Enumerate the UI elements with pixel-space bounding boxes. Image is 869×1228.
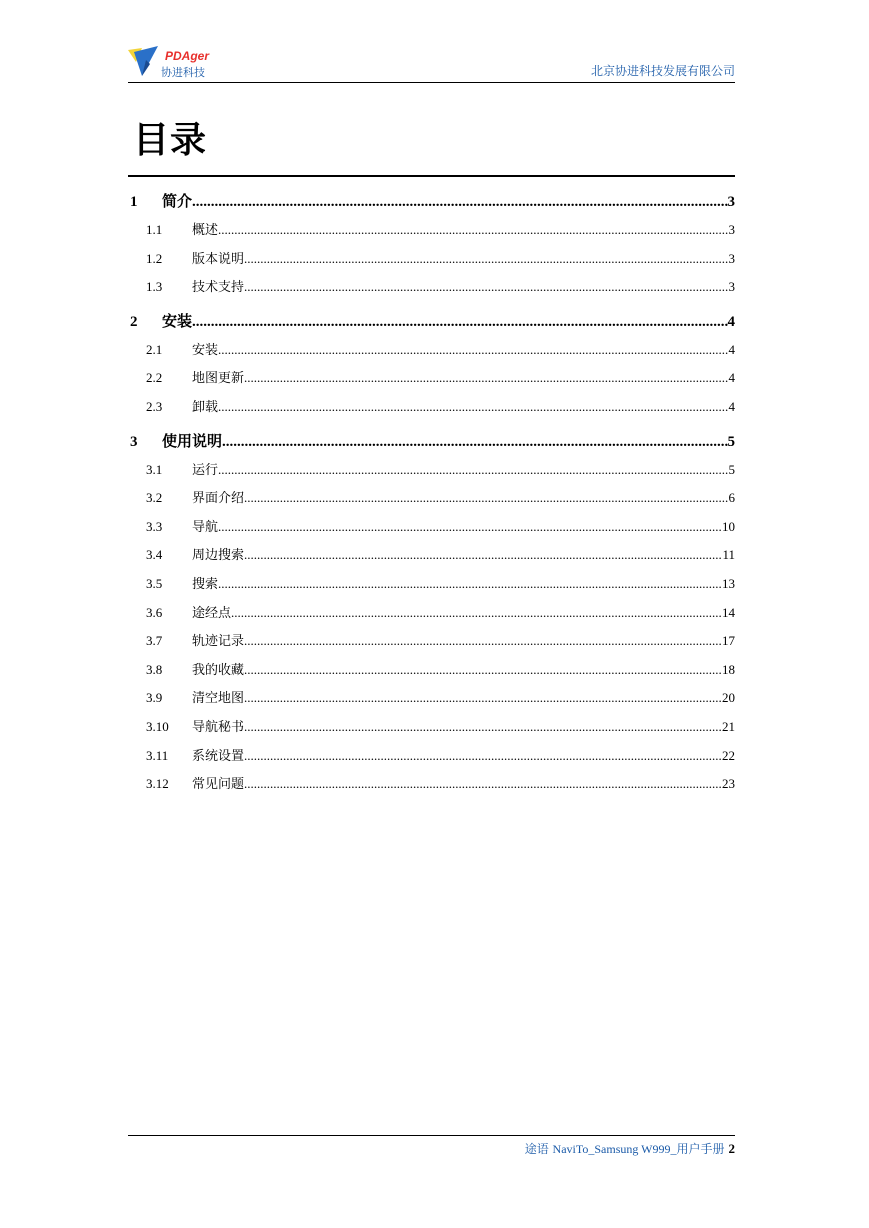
- toc-entry-number: 3.10: [146, 718, 169, 734]
- logo-icon: [128, 46, 162, 80]
- toc-entry-label: 版本说明: [192, 251, 245, 267]
- toc-entry-leader: [244, 273, 728, 302]
- company-name: 北京协进科技发展有限公司: [590, 64, 735, 78]
- toc-entry-page: 18: [722, 661, 735, 677]
- toc-entry-number: 3.3: [146, 518, 163, 534]
- toc-entry-page: 10: [722, 518, 735, 534]
- toc-entry-number: 3.8: [146, 661, 163, 677]
- footer-product: NaviTo_Samsung W999_: [552, 1142, 677, 1156]
- toc-entry-page: 3: [728, 279, 735, 295]
- toc-entry-page: 11: [722, 547, 735, 563]
- toc-entry-number: 3.7: [146, 633, 163, 649]
- toc-section: [130, 426, 735, 799]
- toc-entry-number: 3.6: [146, 604, 163, 620]
- toc-entry-label: 导航秘书: [192, 719, 245, 735]
- toc-entry-number: 3.4: [146, 547, 163, 563]
- toc-entry-leader: [192, 307, 727, 337]
- toc-entry-leader: [218, 216, 728, 245]
- toc-chapter-entry[interactable]: [130, 306, 735, 336]
- toc-entry-page: 4: [727, 313, 735, 330]
- toc-entry-page: 5: [727, 433, 735, 450]
- toc-entry-label: 轨迹记录: [192, 634, 245, 650]
- toc-entry-number: 3.12: [146, 776, 169, 792]
- toc-section-entry[interactable]: [130, 713, 735, 742]
- toc-section-entry[interactable]: [130, 627, 735, 656]
- logo-brand-text: PDAger: [165, 49, 210, 63]
- toc-section-entry[interactable]: [130, 570, 735, 599]
- toc-entry-leader: [244, 627, 722, 656]
- toc-entry-leader: [244, 484, 728, 513]
- toc-entry-leader: [218, 456, 728, 485]
- toc-entry-number: 1.1: [146, 222, 163, 237]
- page-title: 目录: [133, 120, 208, 161]
- toc-section-entry[interactable]: [130, 456, 735, 485]
- toc-entry-leader: [244, 245, 728, 274]
- toc-chapter-entry[interactable]: [130, 186, 735, 216]
- toc-entry-leader: [244, 684, 722, 713]
- toc-entry-leader: [244, 742, 722, 771]
- toc-entry-label: 运行: [192, 462, 219, 478]
- toc-entry-number: 2: [130, 313, 138, 330]
- toc-entry-label: 常见问题: [192, 777, 245, 793]
- toc-entry-label: 技术支持: [192, 280, 245, 296]
- toc-entry-page: 23: [722, 776, 735, 792]
- toc-section-entry[interactable]: [130, 541, 735, 570]
- toc-section-entry[interactable]: [130, 770, 735, 799]
- page-header: [128, 44, 735, 83]
- toc-chapter-entry[interactable]: [130, 426, 735, 456]
- toc-entry-page: 21: [722, 718, 735, 734]
- table-of-contents: [130, 184, 735, 799]
- toc-entry-number: 1.3: [146, 279, 163, 295]
- toc-entry-page: 4: [728, 370, 735, 386]
- toc-entry-label: 清空地图: [192, 691, 245, 707]
- toc-entry-number: 3.5: [146, 575, 163, 591]
- toc-section-entry[interactable]: [130, 393, 735, 422]
- toc-entry-page: 5: [728, 461, 735, 477]
- toc-entry-label: 概述: [192, 223, 219, 238]
- toc-entry-page: 20: [722, 690, 735, 706]
- toc-entry-page: 17: [722, 633, 735, 649]
- toc-entry-leader: [192, 187, 727, 217]
- toc-entry-number: 3.2: [146, 490, 163, 506]
- toc-entry-number: 3.11: [146, 747, 169, 763]
- company-logo: [128, 46, 228, 80]
- toc-entry-page: 6: [728, 490, 735, 506]
- toc-section-entry[interactable]: [130, 364, 735, 393]
- toc-entry-page: 22: [722, 747, 735, 763]
- toc-section-entry[interactable]: [130, 484, 735, 513]
- toc-entry-number: 2.1: [146, 341, 163, 357]
- logo-chinese-text: 协进科技: [161, 66, 205, 79]
- toc-entry-number: 1: [130, 194, 138, 210]
- toc-entry-number: 1.2: [146, 250, 163, 266]
- toc-entry-label: 周边搜索: [192, 548, 245, 564]
- title-divider: [128, 175, 735, 177]
- toc-section-entry[interactable]: [130, 336, 735, 365]
- toc-entry-label: 我的收藏: [192, 662, 245, 678]
- toc-section-entry[interactable]: [130, 513, 735, 542]
- toc-entry-page: 3: [728, 222, 735, 237]
- toc-section: [130, 186, 735, 302]
- toc-entry-number: 2.3: [146, 398, 163, 414]
- toc-entry-page: 3: [727, 194, 735, 210]
- toc-section: [130, 306, 735, 422]
- toc-entry-leader: [244, 541, 722, 570]
- toc-entry-label: 简介: [162, 192, 193, 210]
- footer-page-number: 2: [728, 1141, 735, 1156]
- toc-entry-page: 14: [722, 604, 735, 620]
- toc-entry-leader: [218, 570, 722, 599]
- toc-entry-leader: [218, 336, 728, 365]
- toc-entry-number: 3.1: [146, 461, 163, 477]
- toc-section-entry[interactable]: [130, 216, 735, 245]
- toc-entry-page: 4: [728, 398, 735, 414]
- toc-entry-leader: [218, 393, 728, 422]
- toc-entry-label: 界面介绍: [192, 491, 245, 507]
- toc-entry-label: 安装: [162, 311, 193, 330]
- footer-prefix: 途语: [524, 1142, 553, 1156]
- toc-entry-page: 3: [728, 250, 735, 266]
- toc-entry-leader: [244, 364, 728, 393]
- toc-entry-label: 系统设置: [192, 748, 245, 764]
- toc-section-entry[interactable]: [130, 273, 735, 302]
- toc-entry-label: 搜索: [192, 576, 219, 592]
- toc-section-entry[interactable]: [130, 599, 735, 628]
- toc-entry-label: 地图更新: [192, 371, 245, 387]
- toc-section-entry[interactable]: [130, 742, 735, 771]
- toc-entry-label: 导航: [192, 519, 219, 535]
- toc-entry-label: 使用说明: [162, 431, 223, 450]
- toc-section-entry[interactable]: [130, 245, 735, 274]
- toc-entry-leader: [244, 770, 722, 799]
- toc-entry-number: 3.9: [146, 690, 163, 706]
- toc-entry-number: 3: [130, 433, 138, 450]
- toc-entry-label: 卸载: [192, 399, 219, 415]
- footer-suffix: 用户手册: [676, 1142, 725, 1156]
- toc-entry-page: 13: [722, 575, 735, 591]
- toc-entry-label: 途经点: [192, 605, 232, 621]
- toc-section-entry[interactable]: [130, 656, 735, 685]
- toc-entry-leader: [218, 513, 722, 542]
- toc-entry-number: 2.2: [146, 370, 163, 386]
- toc-entry-leader: [222, 427, 727, 457]
- toc-entry-page: 4: [728, 341, 735, 357]
- page-footer: [128, 1135, 735, 1156]
- toc-entry-label: 安装: [192, 342, 219, 358]
- toc-entry-leader: [231, 599, 722, 628]
- toc-section-entry[interactable]: [130, 684, 735, 713]
- toc-entry-leader: [244, 713, 722, 742]
- footer-text: [525, 1140, 735, 1157]
- toc-entry-leader: [244, 656, 722, 685]
